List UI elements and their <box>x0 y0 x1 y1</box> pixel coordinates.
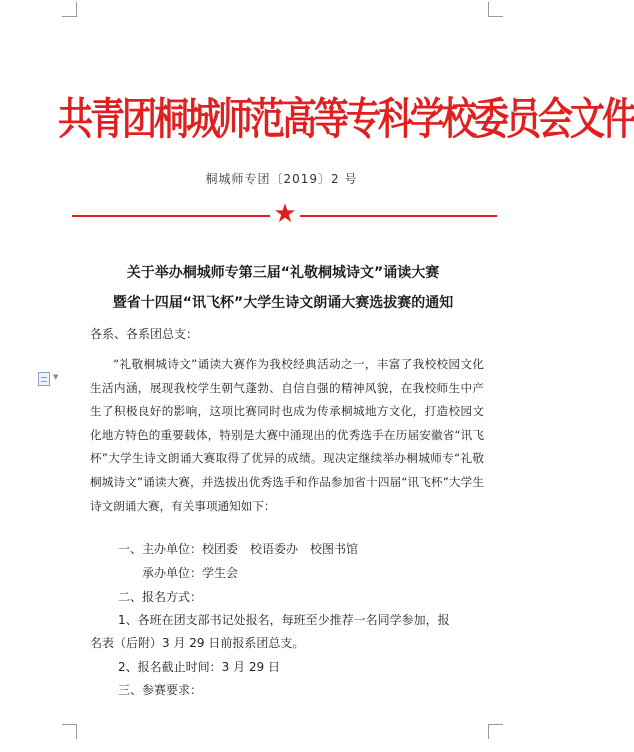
intro-paragraph: “礼敬桐城诗文”诵读大赛作为我校经典活动之一，丰富了我校校园文化生活内涵，展现我校学生朝气蓬勃、自信自强的精神风貌，在我校师生中产生了积极良好的影响，这项比赛同时也成为传承桐城地方文化，打造校园文化地方特色的重要载体，特别是大赛中涌现出的优秀选手在历届安徽省“讯飞杯”大学生诗文朗诵大赛取得了优异的成绩。现决定继续举办桐城师专“礼敬桐城诗文”诵读大赛，并选拔出优秀选手和作品参加省十四届“讯飞杯”大学生诗文朗诵大赛，有关事项通知如下： <box>90 357 484 513</box>
star-icon: ★ <box>273 199 297 229</box>
document-icon[interactable] <box>38 372 50 386</box>
page-corner-mark-bottom-right <box>488 724 503 739</box>
item-signup-heading: 二、报名方式： <box>118 590 203 604</box>
red-divider-left <box>72 215 270 217</box>
item-host: 一、主办单位：校团委 校语委办 校图书馆 <box>118 542 359 556</box>
salutation: 各系、各系团总支： <box>90 327 199 341</box>
chevron-down-icon[interactable]: ▼ <box>53 373 59 381</box>
red-divider-right <box>300 215 497 217</box>
notice-title-line-1: 关于举办桐城师专第三届“礼敬桐城诗文”诵读大赛 <box>126 265 440 281</box>
page-corner-mark-top-left <box>62 2 77 17</box>
item-organizer: 承办单位：学生会 <box>142 566 239 580</box>
document-number: 桐城师专团〔2019〕2 号 <box>205 172 358 186</box>
page-corner-mark-bottom-left <box>62 724 77 739</box>
notice-title-line-2: 暨省十四届“讯飞杯”大学生诗文朗诵大赛选拔赛的通知 <box>112 295 454 311</box>
item-signup-2: 2、报名截止时间：3 月 29 日 <box>118 660 280 674</box>
item-signup-1a: 1、各班在团支部书记处报名，每班至少推荐一名同学参加，报 <box>118 613 450 627</box>
item-requirements-heading: 三、参赛要求： <box>118 683 203 697</box>
item-signup-1b: 名表（后附）3 月 29 日前报系团总支。 <box>90 636 305 650</box>
document-header-title: 共青团桐城师范高等专科学校委员会文件 <box>58 93 634 145</box>
page-corner-mark-top-right <box>488 2 503 17</box>
